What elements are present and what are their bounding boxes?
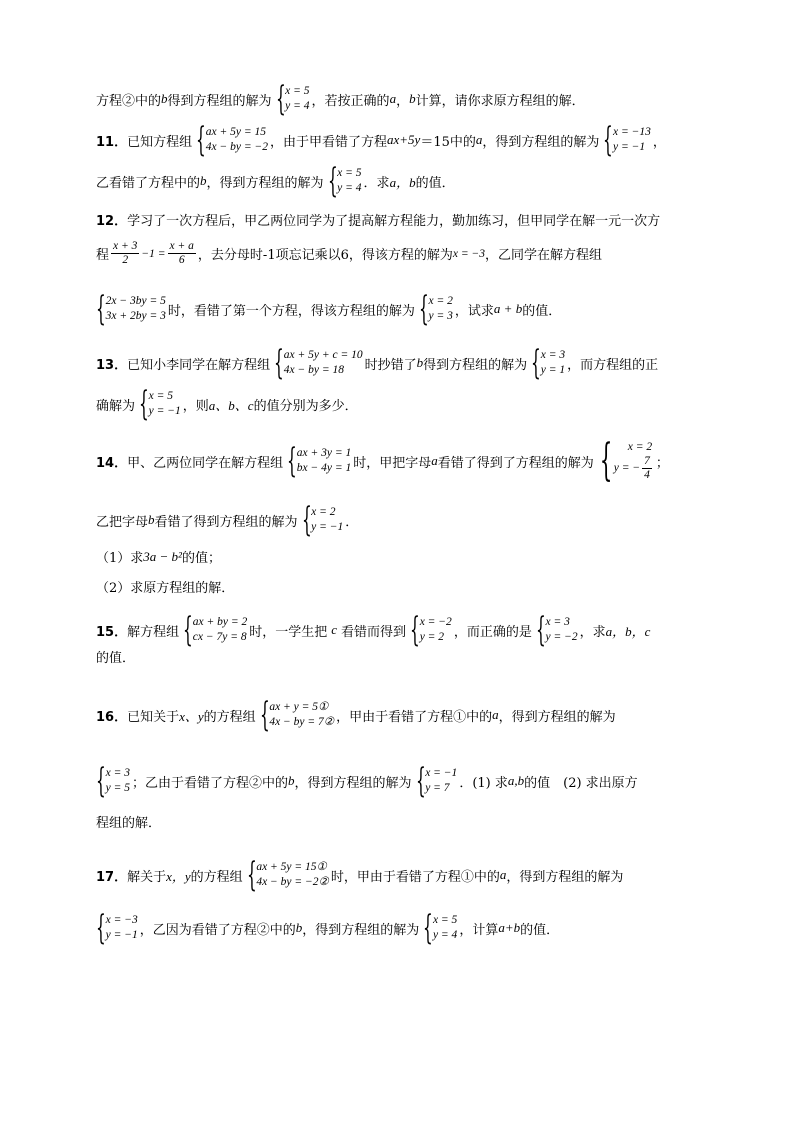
text: 程 bbox=[96, 248, 110, 263]
text: 解关于 bbox=[127, 869, 167, 885]
text: ． bbox=[345, 514, 359, 530]
text: ，得到方程组的解为 bbox=[294, 775, 412, 791]
eq-line: x = 2 bbox=[627, 441, 653, 453]
expression: a + b bbox=[493, 301, 523, 316]
eq-line: x = 5 bbox=[432, 914, 458, 926]
text: 的值． bbox=[415, 175, 455, 191]
fraction bbox=[168, 240, 196, 267]
text: ．(1) 求 bbox=[459, 775, 508, 791]
eq-line: y = 3 bbox=[428, 310, 453, 322]
text: 时，甲把字母 bbox=[353, 455, 432, 471]
eq-line: ax + 5y = 15 bbox=[205, 126, 266, 138]
eq-line bbox=[614, 455, 654, 482]
vars: a，b bbox=[389, 174, 416, 190]
eq-line: x = −1 bbox=[425, 767, 458, 779]
vars: x、y bbox=[179, 708, 204, 724]
text: 乙看错了方程中的 bbox=[96, 175, 201, 191]
text: 学习了一次方程后，甲乙两位同学为了提高解方程能力，勤加练习，但甲同学在解一元一次方 bbox=[127, 214, 661, 229]
q11-line-2 bbox=[96, 161, 702, 201]
q12-line-1 bbox=[96, 210, 702, 229]
text: 的值． bbox=[522, 303, 562, 319]
text: ， bbox=[396, 93, 410, 109]
var-b: b bbox=[295, 920, 303, 935]
eq-line: y = 4 bbox=[432, 929, 458, 941]
q15-line-2 bbox=[96, 647, 702, 666]
math-text: −1 = bbox=[141, 247, 166, 260]
eq-line: y = 5 bbox=[105, 782, 131, 794]
text: ，得到方程组的解为 bbox=[498, 709, 616, 725]
text: 的方程组 bbox=[190, 869, 243, 885]
question-number: 11． bbox=[96, 134, 128, 150]
text: 甲、乙两位同学在解方程组 bbox=[127, 455, 284, 471]
solution-system: { x = 5 y = 4 bbox=[275, 79, 310, 119]
q13-line-1 bbox=[96, 343, 702, 383]
eq-line: x = 3 bbox=[105, 767, 131, 779]
eq-line: x = 2 bbox=[428, 295, 453, 307]
solution-system: { x = 5 y = 4 bbox=[423, 908, 458, 948]
text: ；乙由于看错了方程②中的 bbox=[132, 775, 289, 791]
text: ，试求 bbox=[454, 303, 494, 319]
text: 看错了得到了方程组的解为 bbox=[437, 455, 594, 471]
equation-system: { ax + 5y = 15① 4x − by = −2② bbox=[246, 855, 329, 895]
text: ，去分母时-1项忘记乘以6，得该方程的解为 bbox=[197, 248, 453, 263]
text: 已知关于 bbox=[127, 709, 180, 725]
fraction bbox=[111, 240, 139, 267]
eq-line: 4x − by = 7② bbox=[269, 716, 335, 728]
text: （1）求 bbox=[96, 551, 144, 566]
eq-line: x = −3 bbox=[105, 914, 138, 926]
question-number: 12． bbox=[96, 214, 128, 229]
text: ，而正确的是 bbox=[453, 624, 532, 640]
solution-system: { x = −1 y = 7 bbox=[415, 761, 458, 801]
solution-system: { x = 2 y = 3 bbox=[418, 289, 453, 329]
eq-line: y = 1 bbox=[540, 364, 566, 376]
eq-line: x = 5 bbox=[285, 85, 310, 97]
eq-line: cx − 7y = 8 bbox=[192, 631, 247, 643]
q10-line bbox=[96, 79, 702, 119]
text: 确解为 bbox=[96, 398, 136, 414]
eq-line: y = 2 bbox=[419, 631, 445, 643]
numerator: x + a bbox=[169, 240, 194, 252]
text: 的值． bbox=[520, 922, 560, 938]
numerator: 7 bbox=[644, 455, 650, 467]
var-a: a bbox=[499, 867, 507, 882]
eq-text: y = − bbox=[613, 462, 641, 474]
text: 得到方程组的解为 bbox=[167, 93, 272, 109]
eq-line: ax + 5y = 15① bbox=[256, 861, 327, 873]
expression: 3a − b² bbox=[143, 548, 182, 564]
text: ，得到方程组的解为 bbox=[482, 134, 600, 150]
eq-line: 2x − 3by = 5 bbox=[105, 295, 166, 307]
text: 的方程组 bbox=[203, 709, 256, 725]
text: ，乙同学在解方程组 bbox=[484, 248, 602, 263]
text: 看错了得到方程组的解为 bbox=[154, 514, 298, 530]
var-b: b bbox=[161, 91, 168, 106]
equation: ax+5y bbox=[387, 132, 421, 147]
text: 计算，请你求原方程组的解． bbox=[415, 93, 585, 109]
text: 已知方程组 bbox=[127, 134, 193, 150]
question-number: 13． bbox=[96, 357, 128, 373]
q17-line-2 bbox=[95, 908, 702, 948]
text: ， bbox=[652, 134, 666, 150]
equation-system: { ax + y = 5① 4x − by = 7② bbox=[259, 695, 335, 735]
q13-line-2 bbox=[96, 384, 702, 424]
eq-line: y = −1 bbox=[311, 521, 344, 533]
text: 得到方程组的解为 bbox=[423, 357, 528, 373]
text: 乙把字母 bbox=[96, 514, 149, 530]
denominator: 6 bbox=[178, 254, 185, 266]
vars: a,b bbox=[507, 773, 525, 788]
text: 的值 (2) 求出原方 bbox=[524, 775, 638, 791]
q14-part-1 bbox=[96, 547, 702, 566]
text: 时，甲由于看错了方程①中的 bbox=[330, 869, 500, 885]
eq-line: y = −1 bbox=[148, 405, 181, 417]
q16-line-3 bbox=[96, 812, 702, 831]
solution-system: { x = 5 y = −1 bbox=[138, 384, 181, 424]
q15-line-1 bbox=[96, 610, 702, 650]
eq-line: x = −13 bbox=[613, 126, 651, 138]
eq-line: 4x − by = 18 bbox=[283, 364, 344, 376]
q16-line-2 bbox=[95, 761, 702, 801]
text: ，得到方程组的解为 bbox=[506, 869, 624, 885]
eq-line: y = −2 bbox=[545, 631, 578, 643]
eq-line: ax + y = 5① bbox=[269, 701, 329, 713]
eq-line: y = 7 bbox=[425, 782, 450, 794]
var-b: b bbox=[288, 773, 295, 788]
text: ，甲由于看错了方程①中的 bbox=[336, 709, 493, 725]
eq-line: bx − 4y = 1 bbox=[296, 462, 352, 474]
eq-line: x = 3 bbox=[545, 616, 570, 628]
eq-line: y = −1 bbox=[105, 929, 138, 941]
var-b: b bbox=[409, 91, 416, 106]
vars: x，y bbox=[166, 868, 191, 884]
eq-line: 3x + 2by = 3 bbox=[105, 310, 166, 322]
q16-line-1 bbox=[96, 695, 702, 735]
text: 时，一学生把 bbox=[249, 624, 328, 640]
question-number: 16． bbox=[96, 709, 128, 725]
eq-line: ax + 5y + c = 10 bbox=[283, 349, 363, 361]
var-b: b bbox=[416, 355, 424, 370]
fraction bbox=[642, 455, 652, 482]
eq-line: x = 2 bbox=[311, 506, 336, 518]
text: 时，看错了第一个方程，得该方程组的解为 bbox=[167, 303, 415, 319]
eq-line: y = −1 bbox=[613, 141, 646, 153]
eq-line: y = 4 bbox=[285, 100, 310, 112]
text: 解方程组 bbox=[127, 624, 180, 640]
var-c: c bbox=[331, 622, 338, 637]
var-a: a bbox=[475, 132, 483, 147]
eq-line: x = 3 bbox=[540, 349, 566, 361]
text: 时抄错了 bbox=[364, 357, 417, 373]
text: ，求 bbox=[579, 624, 606, 640]
q12-line-2 bbox=[96, 240, 702, 267]
text: 的值． bbox=[96, 651, 136, 666]
equation-system: { ax + 5y + c = 10 4x − by = 18 bbox=[274, 343, 363, 383]
solution-system: { x = −13 y = −1 bbox=[603, 120, 651, 160]
eq-line: x = 5 bbox=[148, 390, 174, 402]
text: ，则 bbox=[182, 398, 209, 414]
equation-system: { 2x − 3by = 5 3x + 2by = 3 bbox=[95, 289, 166, 329]
eq-line: x = 5 bbox=[337, 167, 362, 179]
text: ，乙因为看错了方程②中的 bbox=[139, 922, 296, 938]
text: ，而方程组的正 bbox=[567, 357, 659, 373]
q12-line-3 bbox=[95, 289, 702, 329]
question-number: 15． bbox=[96, 624, 128, 640]
numerator: x + 3 bbox=[113, 240, 138, 252]
solution-system: { x = 2 y = −1 bbox=[301, 500, 344, 540]
eq-line: ax + by = 2 bbox=[192, 616, 248, 628]
text: （2）求原方程组的解． bbox=[96, 581, 235, 596]
q14-part-2 bbox=[96, 577, 702, 596]
solution-system: { x = 3 y = 5 bbox=[95, 761, 131, 801]
vars: a、b、c bbox=[208, 397, 254, 413]
text: ，得到方程组的解为 bbox=[302, 922, 420, 938]
var-a: a bbox=[431, 453, 438, 468]
eq-line: y = 4 bbox=[337, 182, 362, 194]
q14-line-2 bbox=[96, 500, 702, 540]
text: ．求 bbox=[363, 175, 390, 191]
denominator: 2 bbox=[122, 254, 129, 266]
solution-system: { x = −2 y = 2 bbox=[409, 610, 452, 650]
solution-system: { x = −3 y = −1 bbox=[95, 908, 138, 948]
equation-system: { ax + 5y = 15 4x − by = −2 bbox=[196, 120, 268, 160]
solution-system: { x = 2 y = − $\frac{7}{4}$ bbox=[599, 435, 653, 486]
text: ，计算 bbox=[459, 922, 499, 938]
eq-line: 4x − by = −2 bbox=[205, 141, 268, 153]
text: 的值分别为多少． bbox=[253, 398, 358, 414]
text: 程组的解． bbox=[96, 816, 162, 831]
text: ，由于甲看错了方程 bbox=[270, 134, 388, 150]
text: ，若按正确的 bbox=[311, 93, 390, 109]
expression: a+b bbox=[498, 920, 521, 935]
text: ＝15中的 bbox=[420, 134, 476, 150]
text: 方程②中的 bbox=[96, 93, 162, 109]
var-a: a bbox=[492, 707, 499, 722]
eq-line: ax + 3y = 1 bbox=[296, 447, 352, 459]
var-b: b bbox=[200, 173, 207, 188]
var-a: a bbox=[389, 91, 397, 106]
text: ； bbox=[655, 455, 669, 471]
vars: a，b，c bbox=[605, 623, 651, 639]
solution-system: { x = 3 y = −2 bbox=[535, 610, 578, 650]
question-number: 14． bbox=[96, 455, 128, 471]
q14-line-1 bbox=[96, 435, 702, 486]
solution-system: { x = 5 y = 4 bbox=[327, 161, 362, 201]
denominator: 4 bbox=[644, 469, 650, 481]
eq-line: x = −2 bbox=[419, 616, 452, 628]
solution: x = −3 bbox=[452, 247, 485, 260]
equation-system: { ax + 3y = 1 bx − 4y = 1 bbox=[287, 441, 352, 481]
text: 的值； bbox=[181, 551, 221, 566]
equation-system: { ax + by = 2 cx − 7y = 8 bbox=[183, 610, 248, 650]
q11-line-1 bbox=[96, 120, 702, 160]
eq-line: 4x − by = −2② bbox=[256, 876, 329, 888]
question-number: 17． bbox=[96, 869, 128, 885]
var-b: b bbox=[148, 512, 155, 527]
q17-line-1 bbox=[96, 855, 702, 895]
text: ，得到方程组的解为 bbox=[206, 175, 324, 191]
solution-system: { x = 3 y = 1 bbox=[531, 343, 566, 383]
text: 看错而得到 bbox=[341, 624, 407, 640]
text: 已知小李同学在解方程组 bbox=[127, 357, 271, 373]
